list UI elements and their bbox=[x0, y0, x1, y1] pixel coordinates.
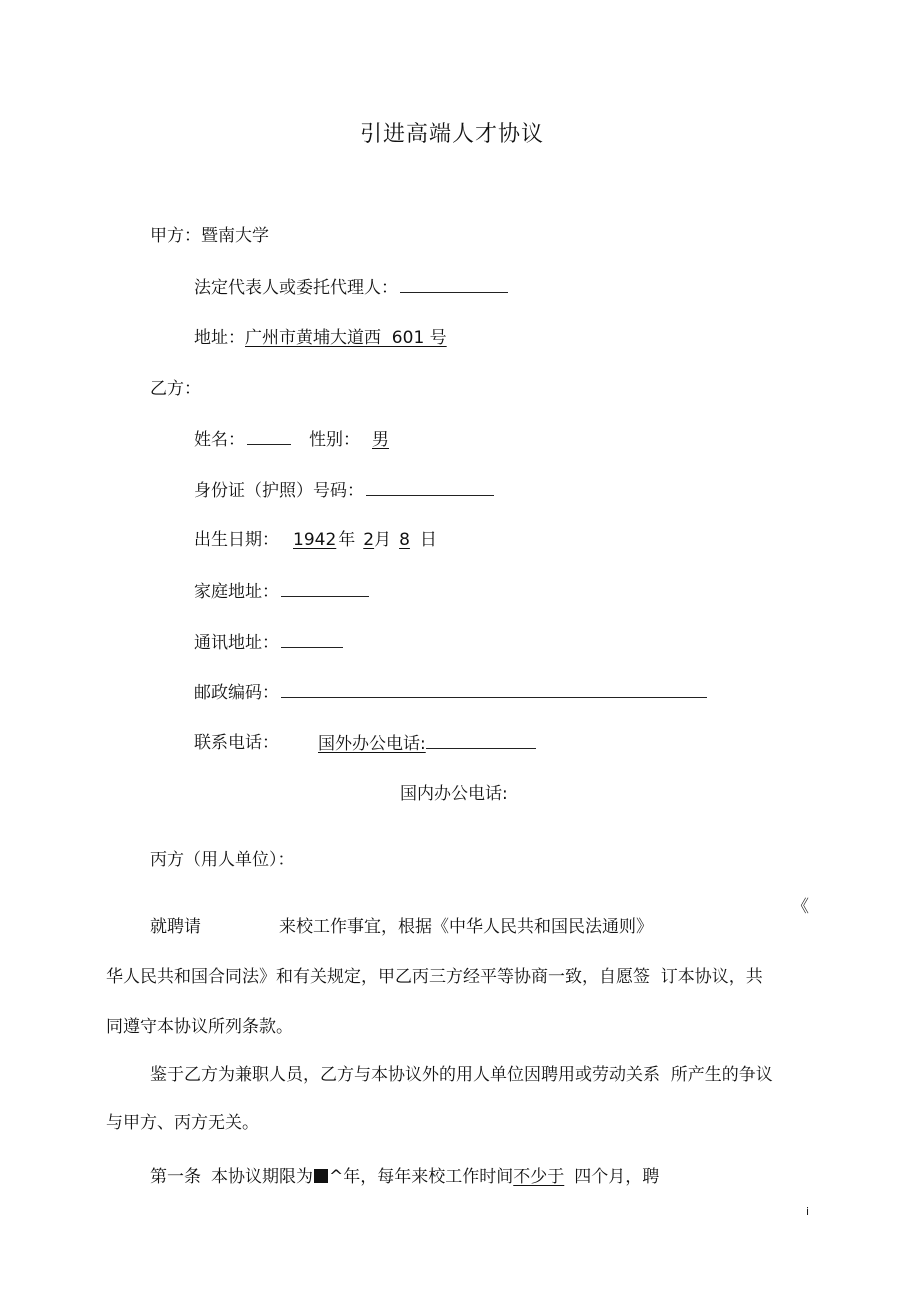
party-b-zip-line bbox=[194, 681, 707, 704]
body-p2-line1 bbox=[150, 1064, 773, 1086]
party-b-phone-domestic bbox=[400, 783, 508, 805]
body-p1-a: 就聘请 bbox=[150, 917, 201, 937]
party-b-id-blank bbox=[366, 479, 494, 496]
party-b-dob-year: 1942 bbox=[293, 530, 337, 550]
party-a-rep-label: 法定代表人或委托代理人： bbox=[194, 278, 398, 298]
party-a-rep-blank bbox=[400, 276, 508, 293]
party-a-name: 暨南大学 bbox=[201, 226, 269, 246]
party-b-phone-line bbox=[194, 732, 279, 754]
party-b-phone-domestic-label: 国内办公电话: bbox=[400, 784, 508, 804]
party-a-label: 甲方： bbox=[150, 226, 201, 246]
party-a-rep-line bbox=[194, 276, 508, 299]
body-mark: 《 bbox=[792, 897, 809, 917]
article-1-line bbox=[150, 1166, 659, 1188]
party-b-phone-foreign bbox=[318, 732, 536, 755]
party-b-phone-label: 联系电话： bbox=[194, 733, 279, 753]
body-p2-line2 bbox=[106, 1112, 259, 1134]
party-b-zip-blank bbox=[281, 681, 707, 698]
party-b-mail-line bbox=[194, 631, 343, 654]
party-b-gender-label: 性别： bbox=[309, 430, 360, 450]
body-p1-line2 bbox=[106, 966, 763, 988]
party-b-phone-foreign-blank bbox=[426, 732, 536, 749]
party-b-id-label: 身份证（护照）号码： bbox=[194, 481, 364, 501]
party-b-label: 乙方： bbox=[150, 379, 201, 399]
body-p1-line1b bbox=[279, 916, 653, 938]
party-b-name-label: 姓名： bbox=[194, 430, 245, 450]
party-b-dob-month: 2 bbox=[363, 530, 375, 550]
party-b-home-label: 家庭地址： bbox=[194, 582, 279, 602]
party-a-line bbox=[150, 225, 269, 247]
article-1-a: 本协议期限为 bbox=[211, 1167, 313, 1187]
party-b-zip-label: 邮政编码： bbox=[194, 683, 279, 703]
party-b-mail-blank bbox=[281, 631, 343, 648]
party-b-line bbox=[150, 378, 201, 400]
body-p2-a: 鉴于乙方为兼职人员，乙方与本协议外的用人单位因聘用或劳动关系 所产生的争议 bbox=[150, 1065, 773, 1085]
page-number: i bbox=[806, 1205, 810, 1218]
party-a-addr-line bbox=[194, 327, 447, 349]
party-b-gender-value: 男 bbox=[372, 430, 389, 450]
party-c-label: 丙方（用人单位）： bbox=[150, 850, 295, 870]
party-b-dob-day: 8 bbox=[399, 530, 410, 550]
body-p1-b: 来校工作事宜，根据《中华人民共和国民法通则》 bbox=[279, 917, 653, 937]
party-b-year-unit: 年 bbox=[338, 530, 356, 550]
party-b-day-unit: 日 bbox=[419, 530, 437, 550]
article-1-b: ^年，每年来校工作时间 bbox=[329, 1167, 514, 1187]
party-b-name-line bbox=[194, 428, 389, 451]
document-title: 引进高端人才协议 bbox=[360, 122, 545, 147]
party-b-mail-label: 通讯地址： bbox=[194, 633, 279, 653]
article-1-label: 第一条 bbox=[150, 1167, 201, 1187]
body-p1-d: 同遵守本协议所列条款。 bbox=[106, 1017, 293, 1037]
party-b-home-line bbox=[194, 580, 369, 603]
party-b-month-unit: 月 bbox=[374, 530, 392, 550]
party-a-addr-label: 地址： bbox=[194, 328, 245, 348]
body-p1-c: 华人民共和国合同法》和有关规定，甲乙丙三方经平等协商一致，自愿签 订本协议，共 bbox=[106, 967, 763, 987]
party-b-name-blank bbox=[247, 428, 291, 445]
party-b-id-line bbox=[194, 479, 494, 502]
party-b-home-blank bbox=[281, 580, 369, 597]
body-p2-b: 与甲方、丙方无关。 bbox=[106, 1113, 259, 1133]
body-p1-line1 bbox=[150, 916, 201, 938]
party-c-line bbox=[150, 849, 295, 871]
article-1-d: 四个月，聘 bbox=[574, 1167, 660, 1187]
party-b-dob-line bbox=[194, 529, 437, 551]
party-b-dob-label: 出生日期： bbox=[194, 530, 279, 550]
body-p1-line3 bbox=[106, 1016, 293, 1038]
article-1-c: 不少于 bbox=[513, 1167, 565, 1187]
party-b-phone-foreign-label: 国外办公电话: bbox=[318, 734, 426, 754]
party-a-addr-value: 广州市黄埔大道西 601 号 bbox=[245, 328, 447, 348]
black-square-mark bbox=[314, 1169, 328, 1183]
